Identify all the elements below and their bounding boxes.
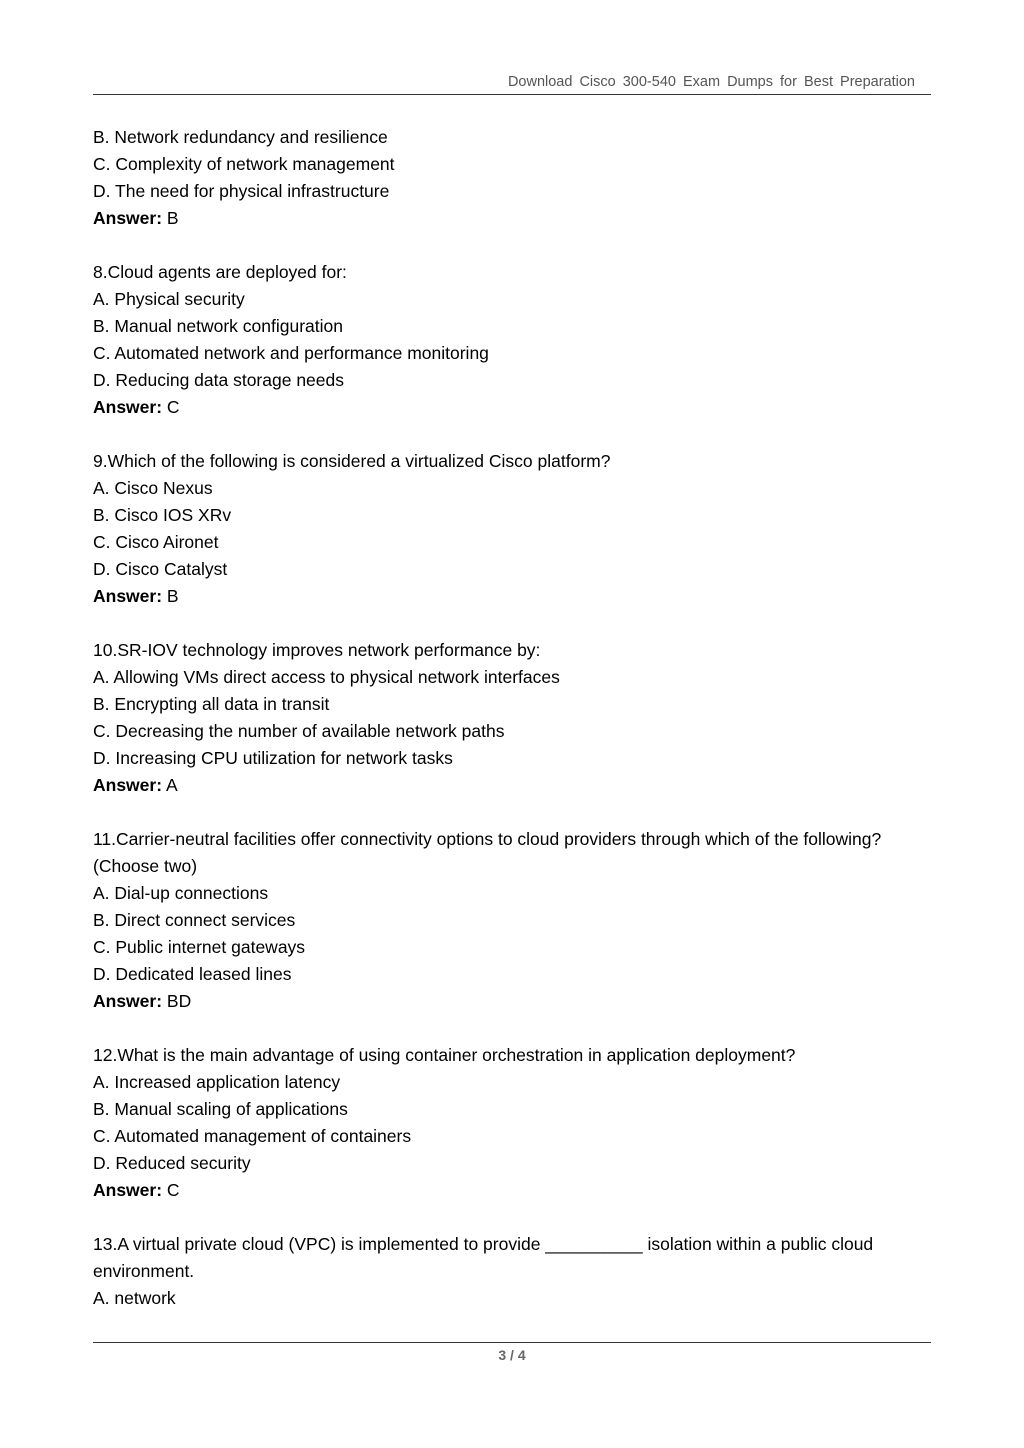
question-block-12 [93, 1042, 931, 1204]
option-c: C. Complexity of network management [93, 154, 395, 174]
answer-label: Answer: [93, 775, 163, 795]
option-d: D. Reducing data storage needs [93, 370, 344, 390]
question-text: 9.Which of the following is considered a virtualized Cisco platform? [93, 451, 611, 471]
answer-line [93, 772, 931, 799]
page-footer [93, 1342, 931, 1363]
page-header [93, 72, 931, 95]
option-b: B. Cisco IOS XRv [93, 505, 232, 525]
question-block-8 [93, 259, 931, 421]
question-text: 12.What is the main advantage of using container orchestration in application deployment? [93, 1045, 796, 1065]
answer-value: B [166, 586, 179, 606]
question-block-10 [93, 637, 931, 799]
option-d: D. The need for physical infrastructure [93, 181, 390, 201]
option-a: A. Allowing VMs direct access to physical network interfaces [93, 667, 560, 687]
question-text: 8.Cloud agents are deployed for: [93, 262, 347, 282]
answer-label: Answer: [93, 397, 163, 417]
option-c: C. Public internet gateways [93, 937, 306, 957]
option-b: B. Network redundancy and resilience [93, 127, 388, 147]
option-b: B. Direct connect services [93, 910, 296, 930]
option-d: D. Dedicated leased lines [93, 964, 292, 984]
question-block-9 [93, 448, 931, 610]
option-d: D. Reduced security [93, 1153, 251, 1173]
answer-line [93, 394, 931, 421]
answer-line [93, 205, 931, 232]
page-number: 3 / 4 [498, 1347, 526, 1363]
option-b: B. Manual network configuration [93, 316, 343, 336]
header-title: Download Cisco 300-540 Exam Dumps for Best Preparation [507, 74, 915, 90]
option-a: A. Dial-up connections [93, 883, 269, 903]
option-b: B. Manual scaling of applications [93, 1099, 348, 1119]
answer-label: Answer: [93, 586, 163, 606]
question-text: 10.SR-IOV technology improves network performance by: [93, 640, 541, 660]
answer-line [93, 1177, 931, 1204]
option-a: A. Physical security [93, 289, 245, 309]
option-a: A. Increased application latency [93, 1072, 341, 1092]
answer-label: Answer: [93, 1180, 163, 1200]
option-c: C. Automated network and performance monitoring [93, 343, 489, 363]
option-d: D. Increasing CPU utilization for network tasks [93, 748, 453, 768]
question-text: 11.Carrier-neutral facilities offer connectivity options to cloud providers through which of the following? (Choose two) [93, 829, 882, 876]
option-a: A. Cisco Nexus [93, 478, 213, 498]
question-block-11 [93, 826, 931, 1015]
answer-value: C [166, 397, 180, 417]
option-c: C. Decreasing the number of available network paths [93, 721, 505, 741]
question-block-7 [93, 124, 931, 232]
question-text: 13.A virtual private cloud (VPC) is implemented to provide __________ isolation within a public cloud environment. [93, 1234, 874, 1281]
option-c: C. Cisco Aironet [93, 532, 219, 552]
answer-value: B [166, 208, 179, 228]
option-d: D. Cisco Catalyst [93, 559, 228, 579]
answer-value: A [165, 775, 178, 795]
answer-value: BD [166, 991, 192, 1011]
option-a: A. network [93, 1288, 176, 1308]
option-b: B. Encrypting all data in transit [93, 694, 330, 714]
answer-value: C [166, 1180, 180, 1200]
answer-label: Answer: [93, 991, 163, 1011]
answer-line [93, 583, 931, 610]
option-c: C. Automated management of containers [93, 1126, 412, 1146]
answer-line [93, 988, 931, 1015]
answer-label: Answer: [93, 208, 163, 228]
document-body [93, 124, 931, 1339]
question-block-13 [93, 1231, 931, 1312]
